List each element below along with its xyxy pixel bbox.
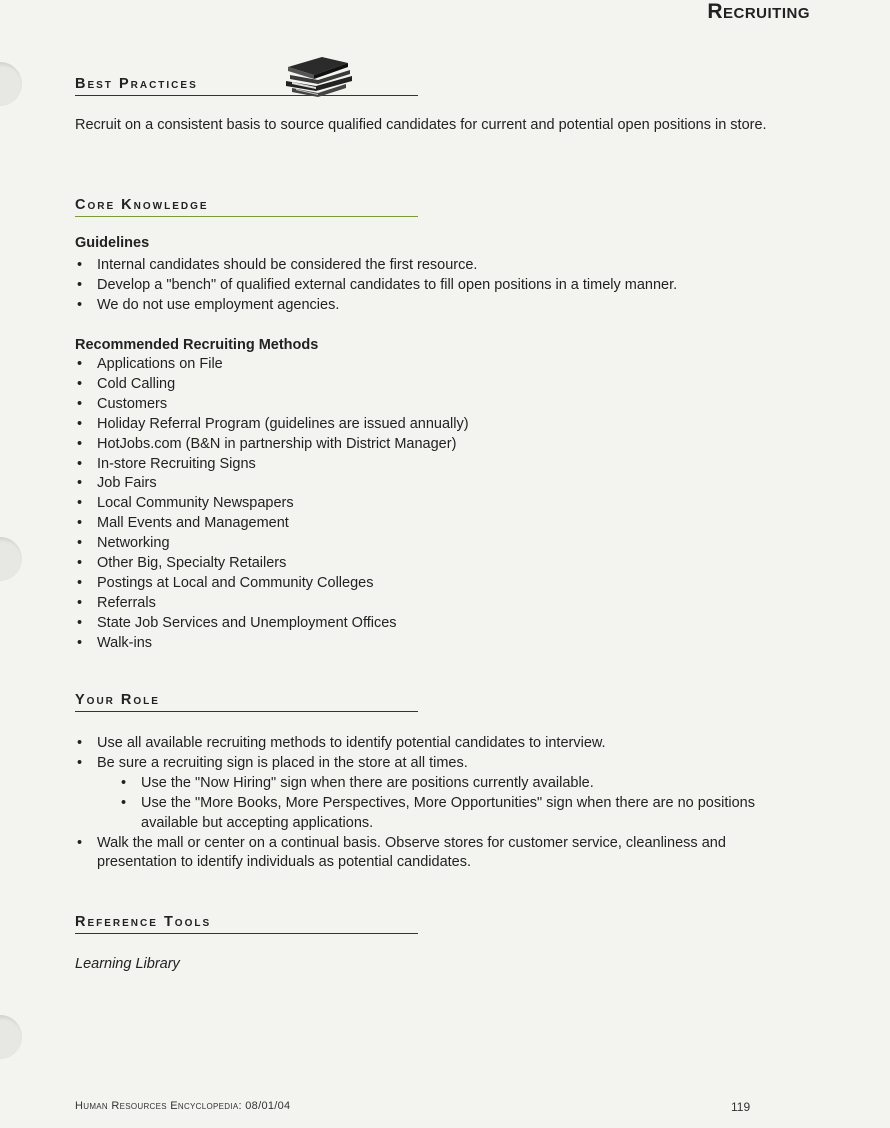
list-item: • Walk the mall or center on a continual basis. Observe stores for customer service, cleanliness and presentation to identify individuals as potential candidates. xyxy=(75,834,805,874)
list-item: • Holiday Referral Program (guidelines are issued annually) xyxy=(75,415,675,435)
binder-hole-top xyxy=(0,62,22,106)
list-item: • Postings at Local and Community Colleges xyxy=(75,574,675,594)
list-item: • In-store Recruiting Signs xyxy=(75,455,675,475)
list-item: • HotJobs.com (B&N in partnership with District Manager) xyxy=(75,435,675,455)
list-item: • Mall Events and Management xyxy=(75,514,675,534)
page-number: 119 xyxy=(731,1100,751,1114)
your-role-heading-text: Your Role xyxy=(75,692,160,708)
list-item: • Other Big, Specialty Retailers xyxy=(75,554,675,574)
list-item-text: Be sure a recruiting sign is placed in the store at all times. xyxy=(97,754,468,771)
core-knowledge-heading xyxy=(75,197,418,217)
best-practices-heading xyxy=(75,76,418,96)
sublist-item: • Use the "More Books, More Perspectives, More Opportunities" sign when there are no positions available but accepting applications. xyxy=(97,794,805,834)
list-item: • Develop a "bench" of qualified external candidates to fill open positions in a timely manner. xyxy=(75,276,815,296)
list-item xyxy=(75,754,805,834)
list-item: • Walk-ins xyxy=(75,634,675,654)
list-item: • Applications on File xyxy=(75,355,675,375)
list-item: • Customers xyxy=(75,395,675,415)
your-role-list xyxy=(75,734,805,873)
list-item: • Networking xyxy=(75,534,675,554)
reference-tools-text: Learning Library xyxy=(75,956,180,972)
list-item: • We do not use employment agencies. xyxy=(75,296,815,316)
your-role-heading xyxy=(75,692,418,712)
binder-hole-middle xyxy=(0,537,22,581)
sublist-item: • Use the "Now Hiring" sign when there are positions currently available. xyxy=(97,774,805,794)
list-item: • State Job Services and Unemployment Offices xyxy=(75,614,675,634)
list-item: • Internal candidates should be considered the first resource. xyxy=(75,256,815,276)
best-practices-heading-text: Best Practices xyxy=(75,76,198,92)
list-item: • Local Community Newspapers xyxy=(75,494,675,514)
guidelines-list xyxy=(75,256,815,316)
stack-of-books-icon xyxy=(282,53,354,101)
recruiting-methods-subheading: Recommended Recruiting Methods xyxy=(75,337,319,353)
recruiting-methods-list xyxy=(75,355,675,654)
footer-encyclopedia-label: Human Resources Encyclopedia: 08/01/04 xyxy=(75,1100,291,1112)
list-item: • Use all available recruiting methods to identify potential candidates to interview. xyxy=(75,734,805,754)
sign-sublist xyxy=(97,774,805,834)
core-knowledge-heading-text: Core Knowledge xyxy=(75,197,209,213)
best-practices-text: Recruit on a consistent basis to source qualified candidates for current and potential open positions in store. xyxy=(75,117,767,133)
list-item: • Cold Calling xyxy=(75,375,675,395)
list-item: • Referrals xyxy=(75,594,675,614)
page-title: Recruiting xyxy=(707,0,810,23)
reference-tools-heading-text: Reference Tools xyxy=(75,914,212,930)
binder-hole-bottom xyxy=(0,1015,22,1059)
guidelines-subheading: Guidelines xyxy=(75,235,150,251)
list-item: • Job Fairs xyxy=(75,474,675,494)
reference-tools-heading xyxy=(75,914,418,934)
